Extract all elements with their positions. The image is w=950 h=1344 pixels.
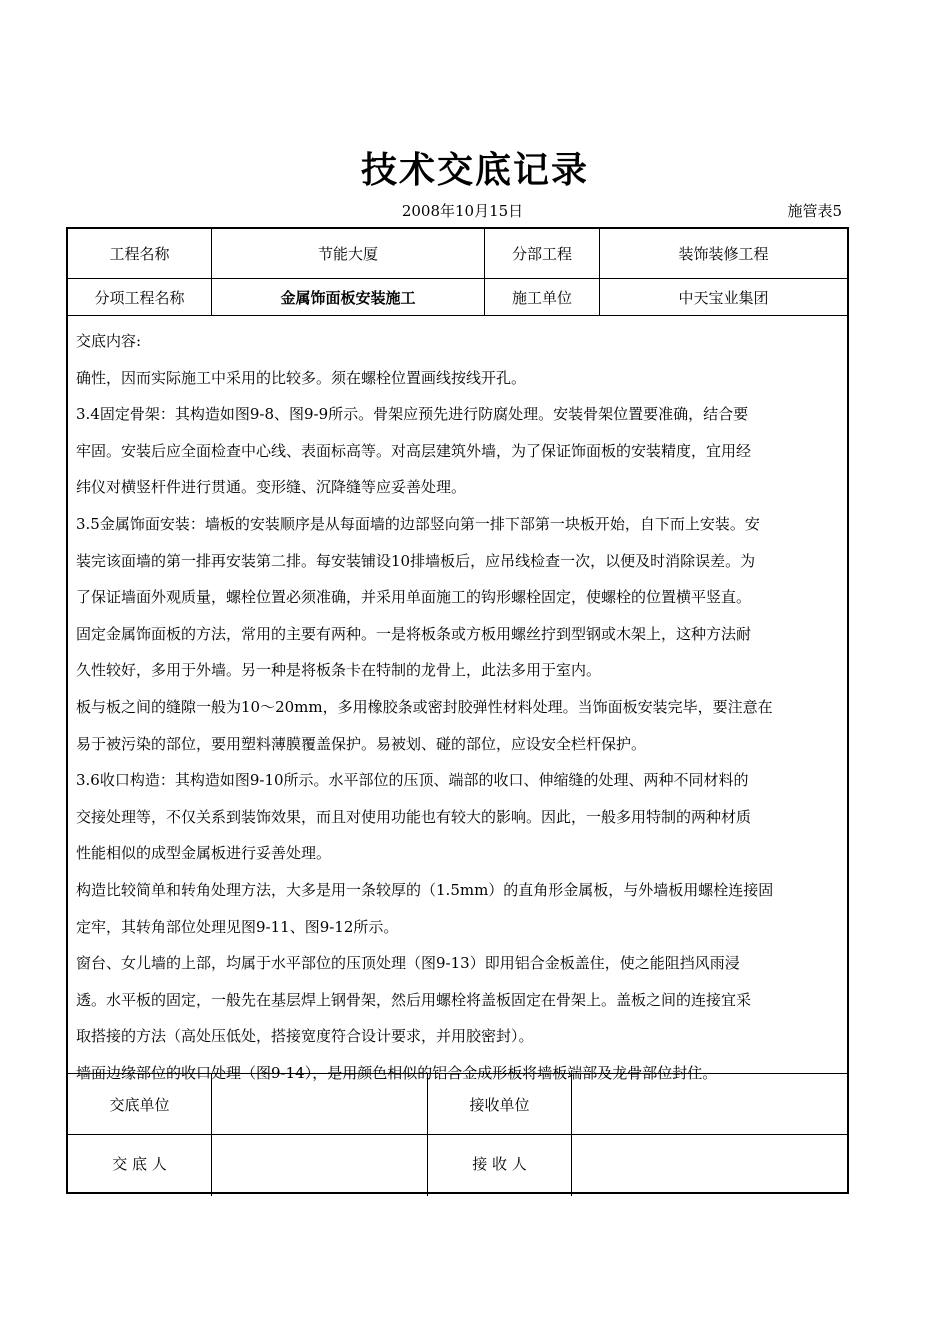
issuer-field[interactable]	[212, 1135, 427, 1192]
issuer-label: 交 底 人	[112, 1155, 167, 1173]
division-value: 装饰装修工程	[678, 245, 769, 263]
receiver-label: 接 收 人	[472, 1155, 527, 1173]
content-line: 易于被污染的部位，要用塑料薄膜覆盖保护。易被划、碰的部位，应设安全栏杆保护。	[76, 734, 647, 753]
row-divider	[68, 315, 847, 316]
receiver-unit-label: 接收单位	[469, 1095, 530, 1114]
form-number: 施管表5	[787, 202, 842, 220]
issuer-unit-label: 交底单位	[109, 1095, 170, 1114]
receiver-field[interactable]	[572, 1135, 847, 1192]
subitem-value: 金属饰面板安装施工	[280, 288, 416, 307]
content-line: 了保证墙面外观质量，螺栓位置必须准确，并采用单面施工的钩形螺栓固定，使螺栓的位置横平竖直。	[76, 588, 752, 607]
content-line: 久性较好，多用于外墙。另一种是将板条卡在特制的龙骨上，此法多用于室内。	[76, 661, 602, 680]
receiver-unit-field[interactable]	[572, 1074, 847, 1134]
content-line: 性能相似的成型金属板进行妥善处理。	[76, 844, 332, 863]
content-label: 交底内容:	[76, 332, 142, 350]
content-line: 透。水平板的固定，一般先在基层焊上钢骨架，然后用螺栓将盖板固定在骨架上。盖板之间的连接宜采	[76, 990, 752, 1009]
content-line: 3.4固定骨架：其构造如图9-8、图9-9所示。骨架应预先进行防腐处理。安装骨架位置要准确，结合要	[76, 405, 749, 424]
content-line: 取搭接的方法（高处压低处，搭接宽度符合设计要求，并用胶密封）。	[76, 1027, 534, 1046]
content-line: 3.5金属饰面安装：墙板的安装顺序是从每面墙的边部竖向第一排下部第一块板开始，自下而上安装。安	[76, 514, 760, 533]
unit-label: 施工单位	[511, 288, 572, 307]
content-line: 窗台、女儿墙的上部，均属于水平部位的压顶处理（图9-13）即用铝合金板盖住，使之能阻挡风雨浸	[76, 954, 740, 973]
content-line: 3.6收口构造：其构造如图9-10所示。水平部位的压顶、端部的收口、伸缩缝的处理、两种不同材料的	[76, 771, 749, 790]
content-line: 纬仪对横竖杆件进行贯通。变形缝、沉降缝等应妥善处理。	[76, 478, 467, 497]
content-line: 牢固。安装后应全面检查中心线、表面标高等。对高层建筑外墙，为了保证饰面板的安装精度，宜用经	[76, 441, 752, 460]
content-line: 固定金属饰面板的方法，常用的主要有两种。一是将板条或方板用螺丝拧到型钢或木架上，这种方法耐	[76, 624, 752, 643]
content-line: 墙面边缘部位的收口处理（图9-14），是用颜色相似的铝合金成形板将墙板端部及龙骨部位封住。	[76, 1063, 718, 1082]
record-table	[66, 227, 849, 1194]
content-line: 装完该面墙的第一排再安装第二排。每安装铺设10排墙板后，应吊线检查一次，以便及时消除误差。为	[76, 551, 756, 570]
issuer-unit-field[interactable]	[212, 1074, 427, 1134]
record-date: 2008年10月15日	[401, 202, 524, 220]
division-label: 分部工程	[511, 245, 572, 263]
project-name-value: 节能大厦	[317, 245, 378, 263]
subitem-label: 分项工程名称	[94, 288, 185, 307]
project-name-label: 工程名称	[109, 245, 170, 263]
content-line: 构造比较简单和转角处理方法，大多是用一条较厚的（1.5mm）的直角形金属板，与外墙板用螺栓连接固	[76, 880, 774, 899]
unit-value: 中天宝业集团	[678, 288, 769, 307]
content-line: 板与板之间的缝隙一般为10～20mm，多用橡胶条或密封胶弹性材料处理。当饰面板安装完毕，要注意在	[76, 697, 773, 716]
page-title: 技术交底记录	[360, 150, 589, 191]
content-line: 交接处理等，不仅关系到装饰效果，而且对使用功能也有较大的影响。因此，一般多用特制的两种材质	[76, 807, 752, 826]
content-line: 确性，因而实际施工中采用的比较多。须在螺栓位置画线按线开孔。	[76, 368, 527, 387]
content-line: 定牢，其转角部位处理见图9-11、图9-12所示。	[76, 917, 399, 936]
disclosure-content	[76, 323, 843, 1091]
